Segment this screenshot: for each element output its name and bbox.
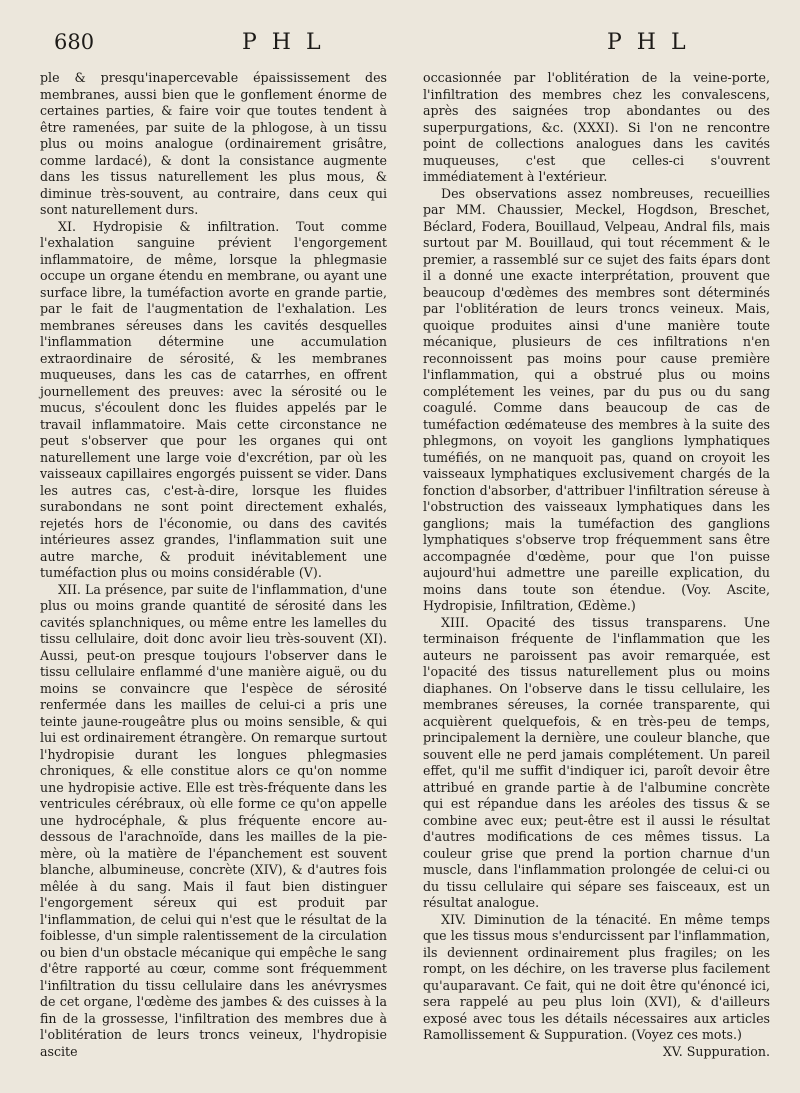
left-column — [40, 70, 387, 1060]
right-paragraph: Des observations assez nombreuses, recueillies par MM. Chaussier, Meckel, Hogdson, Breschet, Béclard, Fodera, Bouillaud, Velpeau, Andral fils, mais surtout par M. Bouillaud, qui tout récemment & le premier, a rassemblé sur ce sujet des faits épars dont il a donné une exacte interprétation, prouvent que beaucoup d'œdèmes des membres sont déterminés par l'oblitération de leurs troncs veineux. Mais, quoique produites ainsi d'une manière toute mécanique, plusieurs de ces infiltrations n'en reconnoissent pas moins pour cause première l'inflammation, qui a obstrué plus ou moins complétement les veines, par du pus ou du sang coagulé. Comme dans beaucoup de cas de tuméfaction œdémateuse des membres à la suite des phlegmons, on voyoit les ganglions lymphatiques tuméfiés, on ne manquoit pas, quand on croyoit les vaisseaux lymphatiques exclusivement chargés de la fonction d'absorber, d'attribuer l'infiltration séreuse à l'obstruction des vaisseaux lymphatiques dans les ganglions; mais la tuméfaction des ganglions lymphatiques s'observe trop fréquemment sans être accompagnée d'œdème, pour que l'on puisse aujourd'hui admettre une pareille explication, du moins dans toute son étendue. (Voy. Ascite, Hydropisie, Infiltration, Œdème.) — [423, 185, 770, 613]
left-paragraph: ple & presqu'inapercevable épaississement des membranes, aussi bien que le gonflement énorme de certaines parties, & faire voir que toutes tendent à être ramenées, par suite de la phlogose, à un tissu plus ou moins analogue (ordinairement grisâtre, comme lardacé), & dont la consistance augmente dans les tissus naturellement les plus mous, & diminue très-souvent, au contraire, dans ceux qui sont naturellement durs. — [40, 70, 387, 217]
catchword: XV. Suppuration. — [662, 1043, 770, 1059]
right-paragraph: XIII. Opacité des tissus transparens. Une terminaison fréquente de l'inflammation que les auteurs ne paroissent pas avoir remarquée, est l'opacité des tissus naturellement plus ou moins diaphanes. On l'observe dans le tissu cellulaire, les membranes séreuses, la cornée transparente, qui acquièrent quelquefois, & en très-peu de temps, principalement la dernière, une couleur blanche, que souvent elle ne perd jamais complétement. Un pareil effet, qu'il me suffit d'indiquer ici, paroît devoir être attribué en grande partie à de l'albumine concrète qui est répandue dans les aréoles des tissus & se combine avec eux; peut-être est il aussi le résultat d'autres modifications de ces mêmes tissus. La couleur grise que prend la portion charnue d'un muscle, dans l'inflammation prolongée de celui-ci ou du tissu cellulaire qui sépare ses faisceaux, est un résultat analogue. — [423, 614, 770, 910]
left-paragraph: XI. Hydropisie & infiltration. Tout comme l'exhalation sanguine prévient l'engorgement inflammatoire, de même, lorsque la phlegmasie occupe un organe étendu en membrane, ou ayant une surface libre, la tuméfaction avorte en grande partie, par le fait de l'augmentation de l'exhalation. Les membranes séreuses dans les cavités desquelles l'inflammation détermine une accumulation extraordinaire de sérosité, & les membranes muqueuses, dans les cas de catarrhes, en offrent journellement des preuves: avec la sérosité ou le mucus, s'écoulent donc les fluides appelés par le travail inflammatoire. Mais cette circonstance ne peut s'observer que pour les organes qui ont naturellement une large voie d'excrétion, par où les vaisseaux capillaires engorgés puissent se vider. Dans les autres cas, c'est-à-dire, lorsque les fluides surabondans ne sont point directement exhalés, rejetés hors de l'économie, ou dans des cavités intérieures assez grandes, l'inflammation suit une autre marche, & produit inévitablement une tuméfaction plus ou moins considérable (V). — [40, 218, 387, 580]
right-column — [423, 70, 770, 1060]
running-head-right: P H L — [607, 30, 690, 55]
right-paragraph: XIV. Diminution de la ténacité. En même temps que les tissus mous s'endurcissent par l'inflammation, ils deviennent ordinairement plus fragiles; on les rompt, on les déchire, on les traverse plus facilement qu'auparavant. Ce fait, qui ne doit être qu'énoncé ici, sera rappelé au peu plus loin (XVI), & d'ailleurs exposé avec tous les détails nécessaires aux articles Ramollissement & Suppuration. (Voyez ces mots.) — [423, 911, 770, 1042]
text-columns — [40, 70, 770, 1060]
page-header — [40, 30, 770, 62]
left-paragraph: XII. La présence, par suite de l'inflammation, d'une plus ou moins grande quantité de sérosité dans les cavités splanchniques, ou même entre les lamelles du tissu cellulaire, doit donc avoir lieu très-souvent (XI). Aussi, peut-on presque toujours l'observer dans le tissu cellulaire enflammé d'une manière aiguë, ou du moins se convaincre que l'espèce de sérosité renfermée dans les mailles de celui-ci a pris une teinte jaune-rougeâtre plus ou moins sensible, & qui lui est ordinairement étrangère. On remarque surtout l'hydropisie durant les longues phlegmasies chroniques, & elle constitue alors ce qu'on nomme une hydropisie active. Elle est très-fréquente dans les ventricules cérébraux, où elle forme ce qu'on appelle une hydrocéphale, & plus fréquente encore au-dessous de l'arachnoïde, dans les mailles de la pie-mère, où la matière de l'épanchement est souvent blanche, albumineuse, concrète (XIV), & d'autres fois mêlée à du sang. Mais il faut bien distinguer l'engorgement séreux qui est produit par l'inflammation, de celui qui n'est que le résultat de la foiblesse, d'un simple ralentissement de la circulation ou bien d'un obstacle mécanique qui empêche le sang d'être rapporté au cœur, comme sont fréquemment l'infiltration du tissu cellulaire dans les anévrysmes de cet organe, l'œdème des jambes & des cuisses à la fin de la grossesse, l'infiltration des membres due à l'oblitération de leurs troncs veineux, l'hydropisie ascite — [40, 581, 387, 1059]
running-head-left: P H L — [242, 30, 325, 55]
right-paragraph: occasionnée par l'oblitération de la veine-porte, l'infiltration des membres chez les convalescens, après des saignées trop abondantes ou des superpurgations, &c. (XXXI). Si l'on ne rencontre point de collections analogues dans les cavités muqueuses, c'est que celles-ci s'ouvrent immédiatement à l'extérieur. — [423, 70, 770, 184]
page-number: 680 — [54, 30, 95, 54]
